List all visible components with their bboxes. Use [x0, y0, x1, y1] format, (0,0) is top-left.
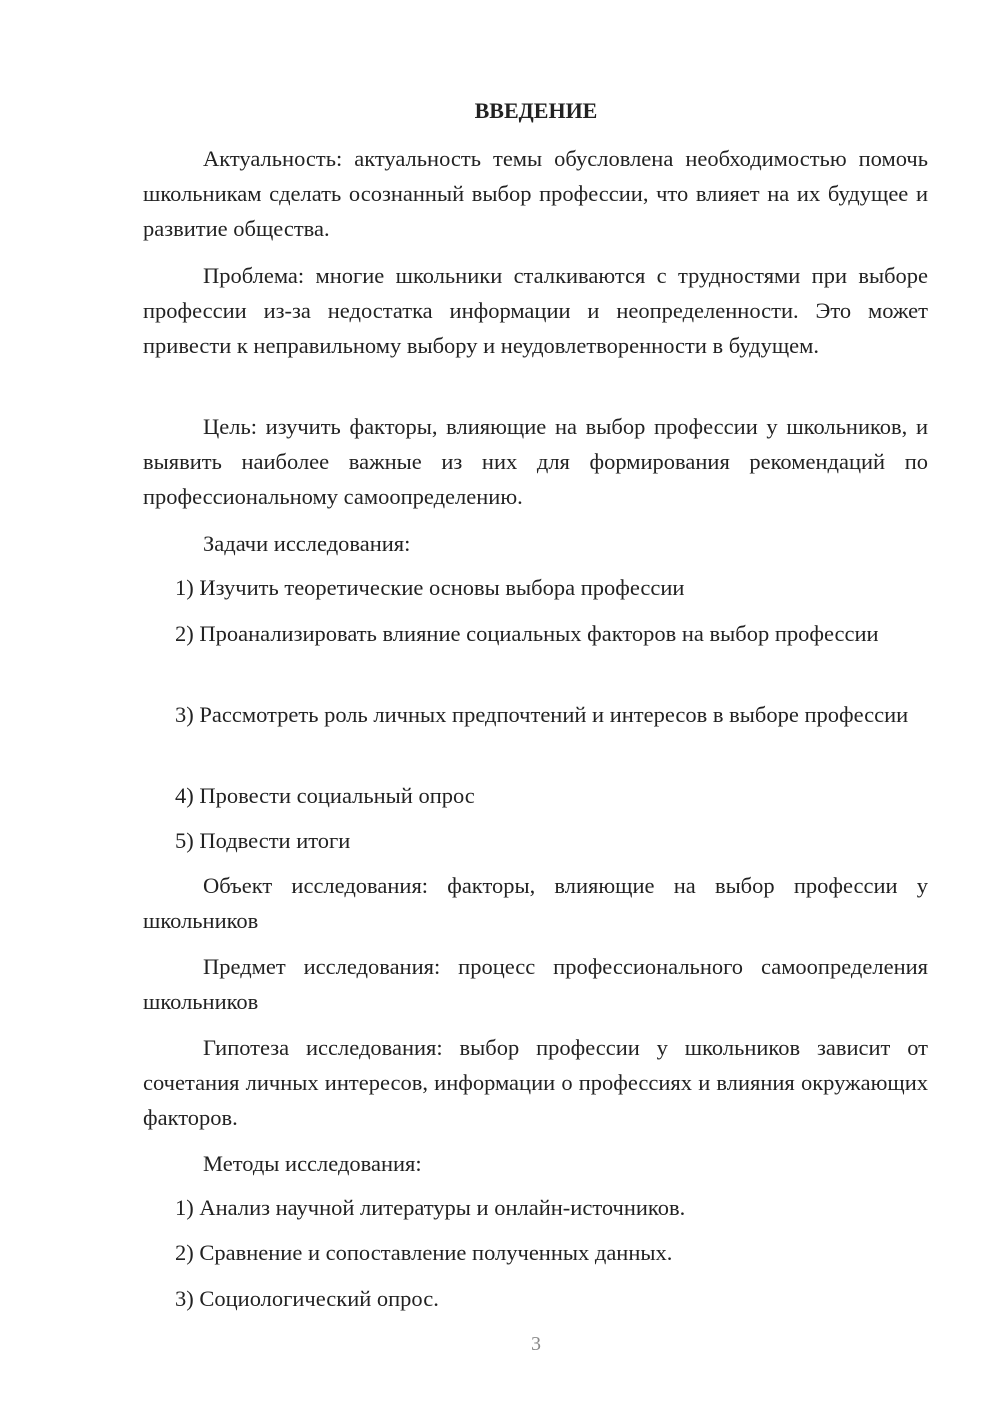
paragraph-problem: Проблема: многие школьники сталкиваются с трудностями при выборе профессии из-за недостатка информации и неопределенности. Это может привести к неправильному выбору и неудовлетворенности в будущем. [143, 263, 928, 358]
paragraph-hypothesis: Гипотеза исследования: выбор профессии у школьников зависит от сочетания личных интересов, информации о профессиях и влияния окружающих факторов. [143, 1035, 928, 1130]
paragraph-goal: Цель: изучить факторы, влияющие на выбор профессии у школьников, и выявить наиболее важные из них для формирования рекомендаций по профессиональному самоопределению. [143, 414, 928, 509]
list-item-method-3: 3) Социологический опрос. [175, 1286, 439, 1311]
list-item-task-3: 3) Рассмотреть роль личных предпочтений и интересов в выборе профессии [175, 702, 909, 727]
list-item-task-1: 1) Изучить теоретические основы выбора профессии [175, 575, 685, 600]
paragraph-subject: Предмет исследования: процесс профессионального самоопределения школьников [143, 954, 928, 1014]
paragraph-methods-heading: Методы исследования: [203, 1151, 422, 1176]
paragraph-object: Объект исследования: факторы, влияющие на выбор профессии у школьников [143, 873, 928, 933]
list-item-method-2: 2) Сравнение и сопоставление полученных данных. [175, 1240, 673, 1265]
page-title: ВВЕДЕНИЕ [474, 98, 598, 123]
paragraph-relevance: Актуальность: актуальность темы обусловлена необходимостью помочь школьникам сделать осознанный выбор профессии, что влияет на их будущее и развитие общества. [143, 146, 928, 241]
list-item-task-2: 2) Проанализировать влияние социальных факторов на выбор профессии [175, 621, 879, 646]
page-number: 3 [531, 1333, 541, 1355]
list-item-task-5: 5) Подвести итоги [175, 828, 351, 853]
list-item-task-4: 4) Провести социальный опрос [175, 783, 475, 808]
list-item-method-1: 1) Анализ научной литературы и онлайн-источников. [175, 1195, 686, 1220]
paragraph-tasks-heading: Задачи исследования: [203, 531, 411, 556]
